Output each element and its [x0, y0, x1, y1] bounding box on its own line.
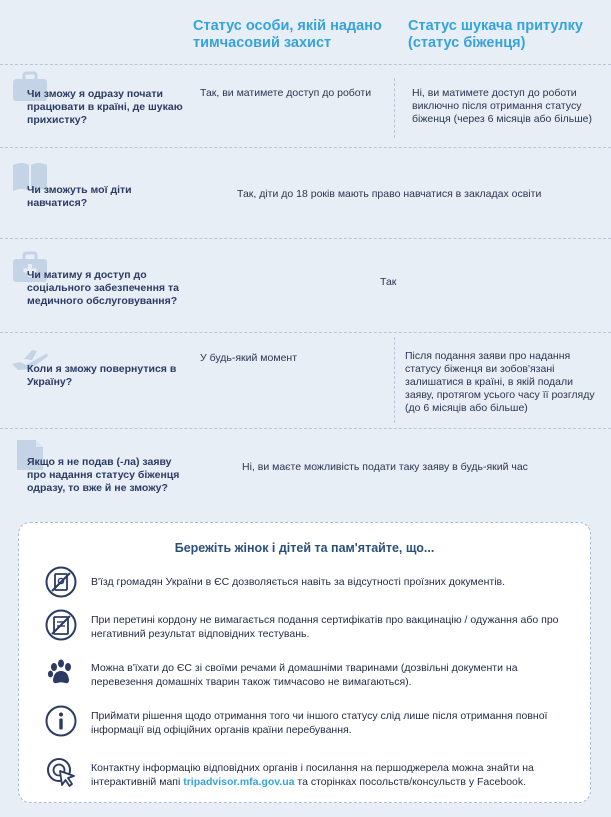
question-return: Коли я зможу повернутися в Україну?	[27, 363, 177, 388]
tip-certificates: При перетині кордону не вимагається подання сертифікатів про вакцинацію / одужання або про негативний результат відповідних тестувань.	[91, 614, 559, 640]
answer-return-refugee: Після подання заяви про надання статусу біженця ви зобов'язані залишатися в країні, в якій подали заяву, протягом усього часу її розгляду (до 6 місяців або більше)	[405, 350, 595, 414]
passport-icon	[45, 566, 77, 598]
row-divider	[0, 147, 611, 148]
certificate-icon	[45, 609, 77, 641]
column-header-temporary-protection: Статус особи, якій надано тимчасовий захист	[193, 18, 382, 51]
reminder-card	[18, 522, 591, 803]
question-social-medical: Чи матиму я доступ до соціального забезпечення та медичного обслуговування?	[27, 269, 179, 307]
tip-pets: Можна в'їхати до ЄС зі своїми речами й домашніми тваринами (дозвільні документи на перевезення домашніх тварин також тимчасово не вимагаються).	[91, 662, 518, 688]
paw-icon	[45, 656, 77, 688]
question-late-application: Якщо я не подав (-ла) заяву про надання статусу біженця одразу, то вже й не зможу?	[27, 456, 180, 494]
tip-documents: В'їзд громадян України в ЄС дозволяється навіть за відсутності проїзних документів.	[91, 576, 506, 588]
card-title: Бережіть жінок і дітей та пам'ятайте, що...	[174, 541, 435, 555]
row-divider	[0, 332, 611, 333]
column-header-refugee-status: Статус шукача притулку (статус біженця)	[408, 18, 583, 51]
question-education: Чи зможуть мої діти навчатися?	[27, 184, 132, 209]
tip-contacts-text-end: та сторінках посольств/консульств у Facebook.	[294, 775, 527, 788]
row-divider	[0, 238, 611, 239]
answer-social-medical: Так	[380, 276, 397, 288]
answer-work-refugee: Ні, ви матимете доступ до роботи виключно після отримання статусу біженця (через 6 місяців або більше)	[412, 87, 593, 125]
map-link[interactable]: tripadvisor.mfa.gov.ua	[183, 775, 295, 788]
row-divider	[0, 428, 611, 429]
cursor-click-icon	[45, 756, 77, 788]
column-divider	[394, 337, 395, 423]
question-work: Чи зможу я одразу почати працювати в країні, де шукаю прихистку?	[27, 88, 183, 126]
tip-decision: Приймати рішення щодо отримання того чи іншого статусу слід лише після отримання повної інформації від офіційних органів країни перебування.	[91, 710, 548, 736]
column-divider	[394, 78, 395, 138]
answer-return-temporary: У будь-який момент	[200, 352, 298, 364]
row-divider	[0, 64, 611, 65]
answer-education: Так, діти до 18 років мають право навчатися в закладах освіти	[237, 188, 542, 200]
info-icon	[45, 705, 77, 737]
tip-contacts-text: Контактну інформацію відповідних органів і посилання на першоджерела можна знайти на інтерактивній мапі	[91, 762, 534, 788]
answer-late-application: Ні, ви маєте можливість подати таку заяву в будь-який час	[242, 461, 528, 473]
answer-work-temporary: Так, ви матимете доступ до роботи	[200, 87, 372, 99]
tip-contacts	[91, 762, 571, 789]
